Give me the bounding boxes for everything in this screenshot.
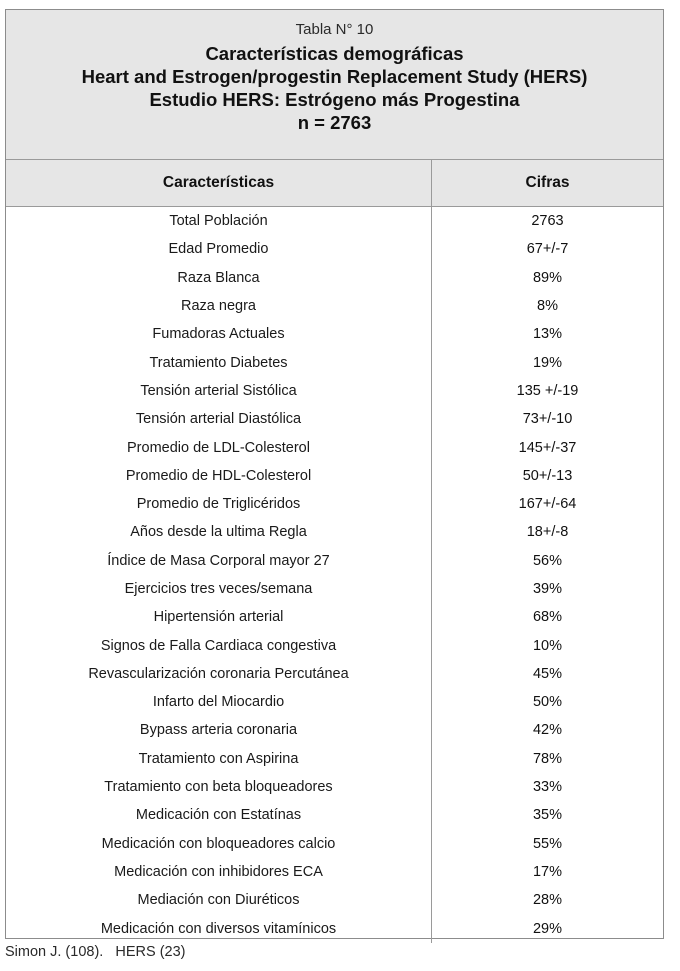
characteristic-cell: Promedio de HDL-Colesterol [6, 462, 432, 490]
source-note: Simon J. (108). HERS (23) [5, 944, 186, 960]
header-characteristics: Características [6, 160, 432, 206]
value-cell: 145+/-37 [518, 439, 577, 456]
characteristic-cell: Raza negra [6, 292, 432, 320]
data-table [5, 9, 664, 939]
value-cell: 45% [532, 665, 563, 682]
characteristic-cell: Revascularización coronaria Percutánea [6, 660, 432, 688]
characteristic-cell: Tratamiento con beta bloqueadores [6, 773, 432, 801]
characteristic-cell: Signos de Falla Cardiaca congestiva [6, 631, 432, 659]
value-cell: 42% [532, 722, 563, 739]
table-row [6, 518, 663, 546]
table-title-line-1: Características demográficas [205, 43, 464, 64]
characteristic-cell: Total Población [6, 207, 432, 235]
table-row [6, 688, 663, 716]
table-number: Tabla N° 10 [295, 21, 374, 38]
table-row [6, 405, 663, 433]
value-cell: 39% [532, 581, 563, 597]
table-title-block [6, 10, 663, 160]
table-row [6, 886, 663, 914]
table-header-row [6, 160, 663, 207]
value-cell: 17% [532, 863, 563, 880]
characteristic-cell: Ejercicios tres veces/semana [6, 575, 432, 603]
value-cell: 135 +/-19 [516, 382, 579, 399]
characteristic-cell: Índice de Masa Corporal mayor 27 [6, 547, 432, 575]
characteristic-cell: Edad Promedio [6, 235, 432, 263]
value-cell: 28% [532, 892, 563, 909]
table-row [6, 264, 663, 292]
characteristic-cell: Medicación con inhibidores ECA [6, 858, 432, 886]
value-cell: 13% [532, 326, 563, 343]
table-row [6, 631, 663, 659]
value-cell: 73+/-10 [522, 411, 573, 428]
table-row [6, 914, 663, 942]
value-cell: 55% [532, 835, 563, 852]
characteristic-cell: Tratamiento Diabetes [6, 348, 432, 376]
table-row [6, 575, 663, 603]
table-title-line-3: Estudio HERS: Estrógeno más Progestina [149, 89, 520, 110]
table-row [6, 830, 663, 858]
value-cell: 29% [532, 920, 563, 937]
value-cell: 50% [532, 694, 563, 711]
characteristic-cell: Tratamiento con Aspirina [6, 745, 432, 773]
value-cell: 10% [532, 637, 563, 654]
table-row [6, 745, 663, 773]
table-row [6, 462, 663, 490]
table-body [6, 207, 663, 943]
table-row [6, 490, 663, 518]
value-cell: 56% [532, 552, 563, 569]
value-cell: 67+/-7 [526, 241, 569, 258]
characteristic-cell: Promedio de LDL-Colesterol [6, 433, 432, 461]
characteristic-cell: Promedio de Triglicéridos [6, 490, 432, 518]
characteristic-cell: Medicación con Estatínas [6, 801, 432, 829]
characteristic-cell: Medicación con bloqueadores calcio [6, 830, 432, 858]
table-row [6, 320, 663, 348]
value-cell: 50+/-13 [522, 467, 573, 484]
characteristic-cell: Fumadoras Actuales [6, 320, 432, 348]
characteristic-cell: Tensión arterial Diastólica [6, 405, 432, 433]
characteristic-cell: Bypass arteria coronaria [6, 716, 432, 744]
table-row [6, 235, 663, 263]
value-cell: 19% [532, 354, 563, 371]
value-cell: 18+/-8 [526, 524, 569, 541]
value-cell: 78% [532, 750, 563, 767]
table-row [6, 801, 663, 829]
value-cell: 35% [532, 807, 563, 824]
table-row [6, 858, 663, 886]
table-row [6, 292, 663, 320]
characteristic-cell: Raza Blanca [6, 264, 432, 292]
table-row [6, 603, 663, 631]
table-row [6, 348, 663, 376]
characteristic-cell: Años desde la ultima Regla [6, 518, 432, 546]
table-row [6, 207, 663, 235]
table-row [6, 660, 663, 688]
table-row [6, 773, 663, 801]
table-row [6, 547, 663, 575]
value-cell: 68% [532, 609, 563, 626]
table-row [6, 377, 663, 405]
table-title-line-4: n = 2763 [297, 112, 372, 133]
header-values: Cifras [525, 174, 570, 191]
table-title-line-2: Heart and Estrogen/progestin Replacement Study (HERS) [81, 66, 588, 87]
value-cell: 33% [532, 779, 563, 796]
value-cell: 8% [537, 298, 558, 315]
characteristic-cell: Medicación con diversos vitamínicos [6, 914, 432, 942]
characteristic-cell: Tensión arterial Sistólica [6, 377, 432, 405]
characteristic-cell: Infarto del Miocardio [6, 688, 432, 716]
table-row [6, 433, 663, 461]
value-cell: 2763 [531, 213, 564, 230]
value-cell: 89% [532, 269, 563, 286]
characteristic-cell: Hipertensión arterial [6, 603, 432, 631]
characteristic-cell: Mediación con Diuréticos [6, 886, 432, 914]
table-row [6, 716, 663, 744]
value-cell: 167+/-64 [518, 496, 577, 513]
